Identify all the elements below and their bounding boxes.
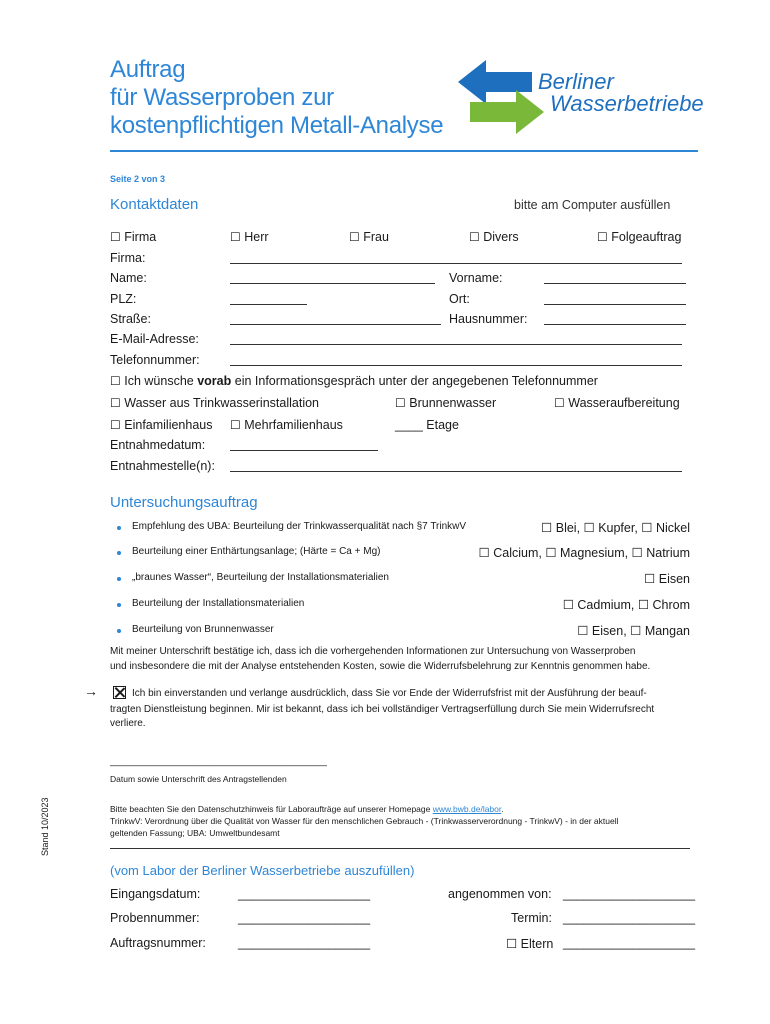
info-text-bold: vorab [197, 374, 232, 388]
field-probennummer[interactable]: ___________________ [238, 911, 371, 925]
field-plz[interactable] [230, 293, 307, 305]
field-email[interactable] [230, 333, 682, 345]
privacy-text: Bitte beachten Sie den Datenschutzhinweis für Laboraufträge auf unserer Homepage [110, 804, 433, 814]
lab-divider [110, 848, 690, 849]
checkbox-icon[interactable]: ☐ [395, 396, 406, 410]
label-telefon: Telefonnummer: [110, 353, 200, 367]
option-label: Folgeauftrag [611, 230, 682, 244]
bullet-icon [117, 629, 121, 633]
option-info-call[interactable] [110, 374, 598, 388]
option-label: Firma [124, 230, 157, 244]
title-line-3: kostenpflichtigen Metall-Analyse [110, 112, 444, 139]
option-einfamilienhaus[interactable] [110, 418, 213, 432]
order-item-options[interactable]: ☐ Eisen [644, 572, 690, 586]
arrows-logo-icon [456, 58, 546, 138]
order-item-options[interactable]: ☐ Blei, ☐ Kupfer, ☐ Nickel [541, 521, 690, 535]
confirm-line-2: und insbesondere die mit der Analyse entstehenden Kosten, sowie die Widerrufsbelehrung zur Kenntnis genommen habe. [110, 661, 651, 672]
label-eingangsdatum: Eingangsdatum: [110, 887, 201, 901]
label-termin: Termin: [511, 911, 552, 925]
checkbox-icon[interactable]: ☐ [110, 230, 121, 244]
label-auftragsnummer: Auftragsnummer: [110, 936, 206, 950]
bullet-icon [117, 603, 121, 607]
option-label: Brunnenwasser [409, 396, 497, 410]
field-entnahmestelle[interactable] [230, 460, 682, 472]
label-firma: Firma: [110, 251, 146, 265]
label-hausnummer: Hausnummer: [449, 312, 528, 326]
checked-box-icon[interactable] [113, 686, 126, 699]
checkbox-icon[interactable]: ☐ [110, 396, 121, 410]
field-strasse[interactable] [230, 313, 441, 325]
label-strasse: Straße: [110, 312, 151, 326]
checkbox-icon[interactable]: ☐ [597, 230, 608, 244]
order-item-text: Beurteilung der Installationsmaterialien [132, 598, 305, 609]
order-item-text: Beurteilung einer Enthärtungsanlage; (Härte = Ca + Mg) [132, 546, 381, 557]
order-item-options[interactable]: ☐ Cadmium, ☐ Chrom [562, 598, 690, 612]
bullet-icon [117, 577, 121, 581]
order-item-options[interactable]: ☐ Calcium, ☐ Magnesium, ☐ Natrium [478, 546, 690, 560]
label-probennummer: Probennummer: [110, 911, 200, 925]
field-eingangsdatum[interactable]: ___________________ [238, 887, 371, 901]
option-label: Wasser aus Trinkwasserinstallation [124, 396, 319, 410]
checkbox-icon[interactable]: ☐ [110, 418, 121, 432]
label-ort: Ort: [449, 292, 470, 306]
trinkwv-note-1: TrinkwV: Verordnung über die Qualität von Wasser für den menschlichen Gebrauch - (Trinkwasserverordnung - TrinkwV) - in der aktuell [110, 816, 619, 826]
label-plz: PLZ: [110, 292, 137, 306]
etage-label: Etage [426, 418, 459, 432]
info-text-post: ein Informationsgespräch unter der angegebenen Telefonnummer [231, 374, 598, 388]
header-rule [110, 150, 698, 152]
checkbox-icon[interactable]: ☐ [554, 396, 565, 410]
label-entnahmestelle: Entnahmestelle(n): [110, 459, 215, 473]
bullet-icon [117, 551, 121, 555]
option-eltern[interactable]: ☐ Eltern [506, 937, 554, 951]
field-firma[interactable] [230, 252, 682, 264]
label-name: Name: [110, 271, 147, 285]
signature-line[interactable]: _______________________________________ [110, 756, 327, 767]
field-name[interactable] [230, 272, 435, 284]
logo-line-1: Berliner [538, 69, 614, 94]
option-divers[interactable] [469, 230, 519, 244]
confirm-line-1: Mit meiner Unterschrift bestätige ich, dass ich die vorhergehenden Informationen zur Untersuchung von Wasserproben [110, 646, 636, 657]
consent-line-2: tragten Dienstleistung beginnen. Mir ist bekannt, dass ich bei vollständiger Vertragserfüllung durch Sie mein Widerrufsrecht [110, 704, 655, 715]
order-item-text: Empfehlung des UBA: Beurteilung der Trinkwasserqualität nach §7 TrinkwV [132, 521, 467, 532]
label-entnahmedatum: Entnahmedatum: [110, 438, 206, 452]
option-label: Divers [483, 230, 519, 244]
signature-label: Datum sowie Unterschrift des Antragstellenden [110, 774, 287, 784]
order-heading: Untersuchungsauftrag [110, 494, 258, 511]
field-hausnummer[interactable] [544, 313, 686, 325]
checkbox-icon[interactable]: ☐ [469, 230, 480, 244]
checkbox-icon[interactable]: ☐ [230, 230, 241, 244]
option-herr[interactable] [230, 230, 269, 244]
checkbox-icon[interactable]: ☐ [110, 374, 121, 388]
order-item-options[interactable]: ☐ Eisen, ☐ Mangan [577, 624, 690, 638]
company-logo [456, 58, 716, 138]
option-label: Einfamilienhaus [124, 418, 213, 432]
option-trinkwasser[interactable] [110, 396, 319, 410]
order-item-text: Beurteilung von Brunnenwasser [132, 624, 274, 635]
lab-heading: (vom Labor der Berliner Wasserbetriebe auszufüllen) [110, 863, 415, 878]
title-line-1: Auftrag [110, 56, 186, 83]
option-mehrfamilienhaus[interactable] [230, 418, 343, 432]
info-text-pre: Ich wünsche [124, 374, 198, 388]
consent-line-3: verliere. [110, 718, 146, 729]
logo-line-2: Wasserbetriebe [550, 91, 704, 116]
field-telefon[interactable] [230, 354, 682, 366]
document-title [110, 56, 443, 140]
stand-date: Stand 10/2023 [40, 797, 50, 856]
option-label: Mehrfamilienhaus [244, 418, 343, 432]
page-number: Seite 2 von 3 [110, 174, 166, 184]
field-auftragsnummer[interactable]: ___________________ [238, 936, 371, 950]
privacy-note [110, 804, 504, 814]
checkbox-icon[interactable]: ☐ [230, 418, 241, 432]
trinkwv-note-2: geltenden Fassung; UBA: Umweltbundesamt [110, 828, 280, 838]
order-item-text: „braunes Wasser“, Beurteilung der Installationsmaterialien [132, 572, 389, 583]
privacy-text-end: . [501, 804, 504, 814]
arrow-icon: → [84, 683, 98, 699]
label-email: E-Mail-Adresse: [110, 332, 199, 346]
field-vorname[interactable] [544, 272, 686, 284]
contact-hint: bitte am Computer ausfüllen [514, 198, 671, 212]
option-label: Frau [363, 230, 389, 244]
field-entnahmedatum[interactable] [230, 439, 378, 451]
field-termin[interactable]: ___________________ [563, 911, 696, 925]
consent-checkbox[interactable] [113, 684, 126, 702]
etage-field[interactable] [395, 418, 459, 432]
field-angenommen[interactable]: ___________________ [563, 887, 696, 901]
bullet-icon [117, 526, 121, 530]
label-angenommen: angenommen von: [448, 887, 552, 901]
etage-blank[interactable]: ____ [395, 418, 423, 432]
field-ort[interactable] [544, 293, 686, 305]
option-firma[interactable] [110, 230, 156, 244]
field-eltern[interactable]: ___________________ [563, 936, 696, 950]
option-frau[interactable] [349, 230, 389, 244]
option-folgeauftrag[interactable] [597, 230, 681, 244]
option-label: Wasseraufbereitung [568, 396, 680, 410]
title-line-2: für Wasserproben zur [110, 84, 334, 111]
contact-heading: Kontaktdaten [110, 196, 199, 213]
consent-line-1: Ich bin einverstanden und verlange ausdrücklich, dass Sie vor Ende der Widerrufsfrist mit der Ausführung der beauf- [132, 688, 647, 699]
option-wasseraufbereitung[interactable] [554, 396, 680, 410]
option-brunnenwasser[interactable] [395, 396, 496, 410]
option-label: Herr [244, 230, 269, 244]
privacy-link[interactable]: www.bwb.de/labor [432, 804, 502, 814]
label-vorname: Vorname: [449, 271, 503, 285]
checkbox-icon[interactable]: ☐ [349, 230, 360, 244]
